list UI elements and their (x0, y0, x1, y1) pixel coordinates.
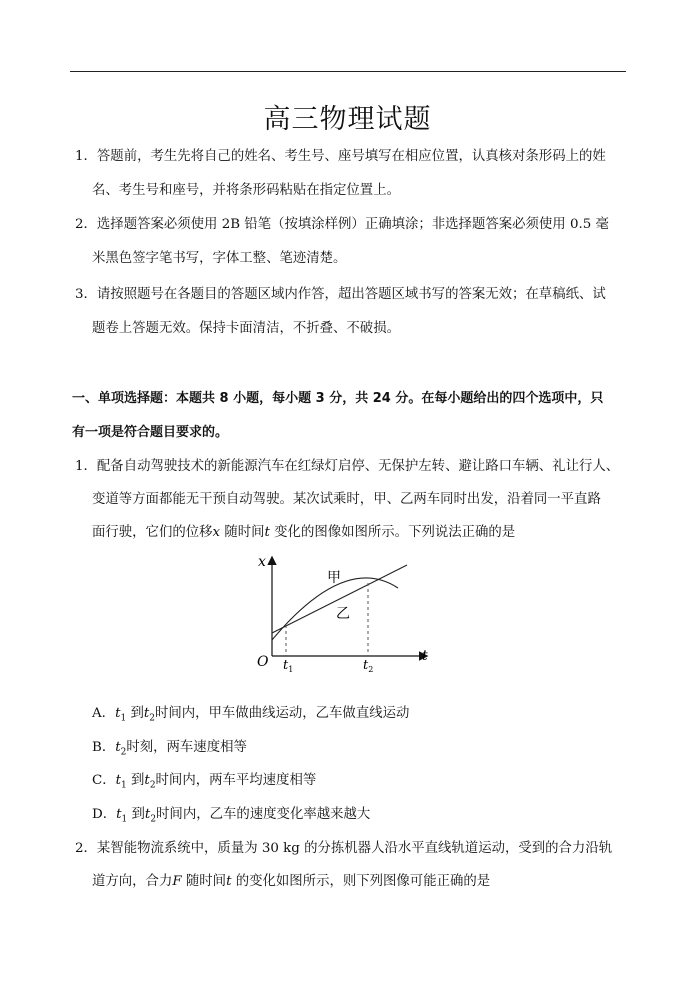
origin-label: O (257, 654, 269, 670)
x-axis-label: t (422, 648, 428, 664)
option-d: D．$t_1$ 到$t_2$时间内，乙车的速度变化率越来越大 (92, 807, 371, 825)
option-b: B．$t_2$时刻，两车速度相等 (92, 740, 247, 758)
question-2-line2: 道方向，合力F 随时间t 的变化如图所示，则下列图像可能正确的是 (92, 874, 491, 889)
section-heading-cont: 有一项是符合题目要求的。 (72, 425, 229, 440)
instruction-1-cont: 名、考生号和座号，并将条形码粘贴在指定位置上。 (92, 183, 400, 198)
instruction-3: 3．请按照题号在各题目的答题区域内作答，超出答题区域书写的答案无效；在草稿纸、试 (75, 287, 606, 302)
option-a: A．$t_1$ 到$t_2$时间内，甲车做曲线运动，乙车做直线运动 (92, 706, 410, 724)
instruction-2: 2．选择题答案必须使用 2B 铅笔（按填涂样例）正确填涂；非选择题答案必须使用 0.5 毫 (75, 217, 609, 232)
header-rule (70, 71, 626, 72)
label-jia: 甲 (327, 570, 341, 586)
section-heading: 一、单项选择题：本题共 8 小题，每小题 3 分，共 24 分。在每小题给出的四个选项中，只 (72, 391, 604, 406)
option-c: C．$t_1$ 到$t_2$时间内，两车平均速度相等 (92, 773, 317, 791)
curve-jia (272, 578, 398, 640)
question-1: 1．配备自动驾驶技术的新能源汽车在红绿灯启停、无保护左转、避让路口车辆、礼让行人、 (75, 459, 620, 474)
instruction-3-cont: 题卷上答题无效。保持卡面清洁，不折叠、不破损。 (92, 321, 400, 336)
question-1-line2: 变道等方面都能无干预自动驾驶。某次试乘时，甲、乙两车同时出发，沿着同一平直路 (92, 492, 601, 507)
tick-t2: $t_2$ (363, 658, 374, 674)
question-2: 2．某智能物流系统中，质量为 30 kg 的分拣机器人沿水平直线轨道运动，受到的合力沿轨 (75, 841, 613, 856)
instruction-1: 1．答题前，考生先将自己的姓名、考生号、座号填写在相应位置，认真核对条形码上的姓 (75, 149, 606, 164)
tick-t1: $t_1$ (283, 658, 294, 674)
question-1-line3: 面行驶，它们的位移x 随时间t 变化的图像如图所示。下列说法正确的是 (92, 525, 516, 540)
y-axis-label: x (258, 554, 266, 570)
page-title: 高三物理试题 (263, 104, 432, 135)
label-yi: 乙 (336, 606, 350, 622)
instruction-2-cont: 米黑色签字笔书写，字体工整、笔迹清楚。 (92, 251, 347, 266)
xt-graph (250, 548, 440, 678)
